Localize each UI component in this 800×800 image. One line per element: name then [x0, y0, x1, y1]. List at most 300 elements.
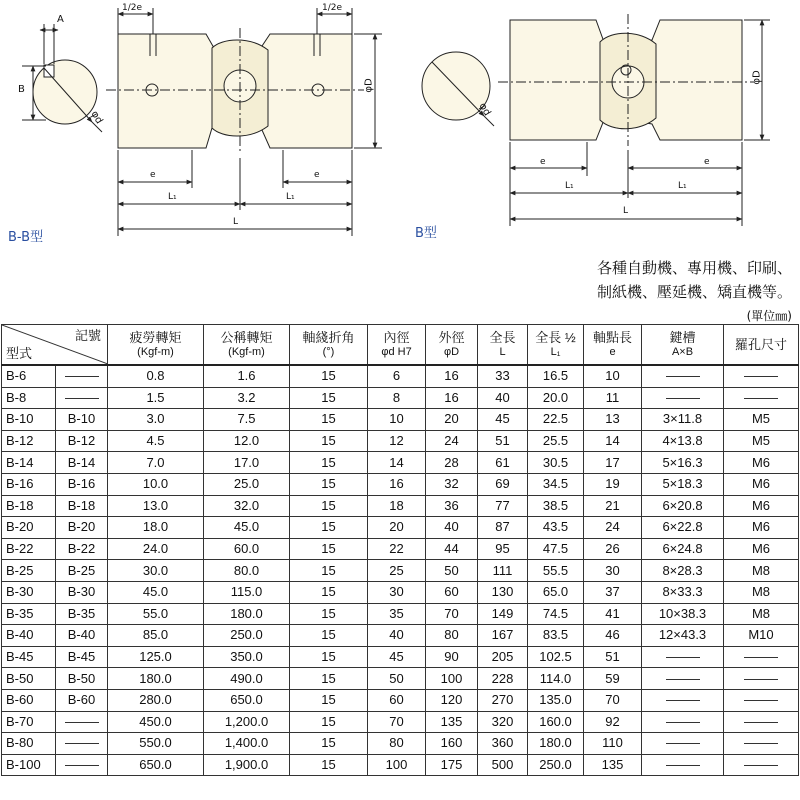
- cell-code: B-12: [56, 430, 108, 452]
- cell-screw-hole: [724, 711, 799, 733]
- label-half-e-right: 1/2e: [322, 3, 343, 13]
- empty-dash: [65, 743, 99, 744]
- table-row: [2, 689, 799, 711]
- cell-code: B-50: [56, 668, 108, 690]
- cell-model: B-8: [2, 387, 56, 409]
- cell-nominal-torque: 12.0: [204, 430, 290, 452]
- cell-keyway: [642, 711, 724, 733]
- cell-nominal-torque: 32.0: [204, 495, 290, 517]
- empty-dash: [65, 722, 99, 723]
- cell-outer-diameter: 16: [426, 387, 478, 409]
- cell-inner-diameter: 40: [368, 625, 426, 647]
- table-row: [2, 668, 799, 690]
- header-outer-diameter: 外徑 φD: [426, 325, 478, 366]
- cell-axis-point-length: 10: [584, 365, 642, 387]
- table-row: [2, 538, 799, 560]
- cell-nominal-torque: 250.0: [204, 625, 290, 647]
- cell-code: B-30: [56, 581, 108, 603]
- table-row: [2, 452, 799, 474]
- cell-nominal-torque: 45.0: [204, 517, 290, 539]
- label-L-right: L: [623, 206, 629, 216]
- cell-screw-hole: [724, 754, 799, 776]
- cell-axis-point-length: 46: [584, 625, 642, 647]
- cell-half-length: 180.0: [528, 733, 584, 755]
- cell-keyway: 10×38.3: [642, 603, 724, 625]
- cell-bend-angle: 15: [290, 689, 368, 711]
- spec-table: [1, 324, 799, 776]
- cell-nominal-torque: 3.2: [204, 387, 290, 409]
- cell-bend-angle: 15: [290, 668, 368, 690]
- cell-half-length: 25.5: [528, 430, 584, 452]
- cell-keyway: 6×24.8: [642, 538, 724, 560]
- cell-code: B-40: [56, 625, 108, 647]
- table-row: [2, 711, 799, 733]
- applications-note: [597, 256, 792, 328]
- joint-drawings-svg: [0, 0, 800, 250]
- cell-bend-angle: 15: [290, 603, 368, 625]
- cell-inner-diameter: 16: [368, 473, 426, 495]
- cell-half-length: 114.0: [528, 668, 584, 690]
- cell-model: B-40: [2, 625, 56, 647]
- cell-screw-hole: M5: [724, 430, 799, 452]
- cell-nominal-torque: 1,900.0: [204, 754, 290, 776]
- table-row: [2, 365, 799, 387]
- technical-drawings: [0, 0, 800, 250]
- cell-keyway: [642, 365, 724, 387]
- cell-screw-hole: [724, 668, 799, 690]
- cell-nominal-torque: 80.0: [204, 560, 290, 582]
- cell-bend-angle: 15: [290, 625, 368, 647]
- cell-keyway: 4×13.8: [642, 430, 724, 452]
- cell-total-length: 205: [478, 646, 528, 668]
- cell-nominal-torque: 650.0: [204, 689, 290, 711]
- cell-fatigue-torque: 180.0: [108, 668, 204, 690]
- cell-screw-hole: M6: [724, 473, 799, 495]
- cell-inner-diameter: 30: [368, 581, 426, 603]
- cell-model: B-70: [2, 711, 56, 733]
- cell-fatigue-torque: 550.0: [108, 733, 204, 755]
- header-half-length: 全長 ½ L₁: [528, 325, 584, 366]
- cell-model: B-18: [2, 495, 56, 517]
- cell-nominal-torque: 25.0: [204, 473, 290, 495]
- cell-outer-diameter: 24: [426, 430, 478, 452]
- empty-dash: [744, 743, 778, 744]
- cell-keyway: 8×28.3: [642, 560, 724, 582]
- cell-bend-angle: 15: [290, 430, 368, 452]
- header-inner-diameter: 內徑 φd H7: [368, 325, 426, 366]
- label-L1-left-2: L₁: [286, 192, 295, 202]
- cell-half-length: 55.5: [528, 560, 584, 582]
- cell-outer-diameter: 70: [426, 603, 478, 625]
- cell-half-length: 30.5: [528, 452, 584, 474]
- cell-half-length: 43.5: [528, 517, 584, 539]
- cell-outer-diameter: 44: [426, 538, 478, 560]
- empty-dash: [744, 700, 778, 701]
- cell-screw-hole: [724, 733, 799, 755]
- cell-code: B-16: [56, 473, 108, 495]
- cell-fatigue-torque: 24.0: [108, 538, 204, 560]
- cell-fatigue-torque: 7.0: [108, 452, 204, 474]
- cell-nominal-torque: 115.0: [204, 581, 290, 603]
- cell-outer-diameter: 16: [426, 365, 478, 387]
- cell-half-length: 160.0: [528, 711, 584, 733]
- table-row: [2, 495, 799, 517]
- table-row: [2, 603, 799, 625]
- cell-axis-point-length: 14: [584, 430, 642, 452]
- cell-axis-point-length: 37: [584, 581, 642, 603]
- empty-dash: [65, 765, 99, 766]
- label-e-right-2: e: [704, 157, 710, 167]
- cell-keyway: 5×16.3: [642, 452, 724, 474]
- cell-total-length: 40: [478, 387, 528, 409]
- cell-model: B-45: [2, 646, 56, 668]
- cell-half-length: 16.5: [528, 365, 584, 387]
- cell-bend-angle: 15: [290, 452, 368, 474]
- cell-screw-hole: M6: [724, 517, 799, 539]
- cell-screw-hole: M10: [724, 625, 799, 647]
- cell-outer-diameter: 36: [426, 495, 478, 517]
- cell-code: B-18: [56, 495, 108, 517]
- applications-line-1: 各種自動機、專用機、印刷、: [596, 259, 792, 277]
- cell-bend-angle: 15: [290, 365, 368, 387]
- cell-half-length: 47.5: [528, 538, 584, 560]
- cell-fatigue-torque: 650.0: [108, 754, 204, 776]
- cell-keyway: [642, 689, 724, 711]
- cell-nominal-torque: 490.0: [204, 668, 290, 690]
- cell-code: [56, 711, 108, 733]
- cell-model: B-16: [2, 473, 56, 495]
- cell-axis-point-length: 70: [584, 689, 642, 711]
- cell-model: B-35: [2, 603, 56, 625]
- cell-axis-point-length: 30: [584, 560, 642, 582]
- caption-bb-type: B-B型: [8, 230, 44, 245]
- cell-axis-point-length: 24: [584, 517, 642, 539]
- cell-inner-diameter: 70: [368, 711, 426, 733]
- cell-outer-diameter: 135: [426, 711, 478, 733]
- cell-axis-point-length: 11: [584, 387, 642, 409]
- cell-fatigue-torque: 450.0: [108, 711, 204, 733]
- cell-bend-angle: 15: [290, 517, 368, 539]
- table-row: [2, 430, 799, 452]
- cell-inner-diameter: 10: [368, 409, 426, 431]
- cell-keyway: [642, 754, 724, 776]
- cell-screw-hole: M6: [724, 452, 799, 474]
- empty-dash: [65, 376, 99, 377]
- table-row: [2, 754, 799, 776]
- cell-keyway: [642, 668, 724, 690]
- cell-outer-diameter: 28: [426, 452, 478, 474]
- cell-keyway: [642, 733, 724, 755]
- cell-inner-diameter: 12: [368, 430, 426, 452]
- cell-inner-diameter: 14: [368, 452, 426, 474]
- cell-fatigue-torque: 30.0: [108, 560, 204, 582]
- bb-type-drawing: [22, 8, 382, 236]
- cell-model: B-25: [2, 560, 56, 582]
- cell-axis-point-length: 26: [584, 538, 642, 560]
- header-code: 記號: [74, 328, 101, 343]
- label-e-left-1: e: [150, 170, 156, 180]
- cell-total-length: 111: [478, 560, 528, 582]
- cell-keyway: 8×33.3: [642, 581, 724, 603]
- cell-bend-angle: 15: [290, 711, 368, 733]
- cell-code: [56, 365, 108, 387]
- cell-outer-diameter: 32: [426, 473, 478, 495]
- cell-bend-angle: 15: [290, 560, 368, 582]
- cell-axis-point-length: 51: [584, 646, 642, 668]
- cell-keyway: 6×20.8: [642, 495, 724, 517]
- cell-total-length: 270: [478, 689, 528, 711]
- label-A: A: [57, 14, 64, 25]
- cell-code: [56, 387, 108, 409]
- table-header-row: [2, 325, 799, 366]
- b-type-drawing: [422, 14, 770, 226]
- cell-outer-diameter: 120: [426, 689, 478, 711]
- cell-model: B-6: [2, 365, 56, 387]
- header-model: 型式: [6, 346, 33, 361]
- cell-total-length: 320: [478, 711, 528, 733]
- table-body: [2, 365, 799, 776]
- cell-total-length: 130: [478, 581, 528, 603]
- cell-bend-angle: 15: [290, 733, 368, 755]
- cell-nominal-torque: 1,400.0: [204, 733, 290, 755]
- empty-dash: [744, 722, 778, 723]
- table-row: [2, 733, 799, 755]
- cell-keyway: [642, 646, 724, 668]
- cell-model: B-30: [2, 581, 56, 603]
- cell-nominal-torque: 60.0: [204, 538, 290, 560]
- cell-screw-hole: [724, 365, 799, 387]
- cell-half-length: 20.0: [528, 387, 584, 409]
- cell-axis-point-length: 21: [584, 495, 642, 517]
- cell-fatigue-torque: 45.0: [108, 581, 204, 603]
- cell-code: B-14: [56, 452, 108, 474]
- label-phi-D-right: φD: [751, 70, 763, 85]
- empty-dash: [65, 398, 99, 399]
- empty-dash: [666, 657, 700, 658]
- cell-code: [56, 754, 108, 776]
- cell-half-length: 34.5: [528, 473, 584, 495]
- cell-nominal-torque: 350.0: [204, 646, 290, 668]
- empty-dash: [666, 765, 700, 766]
- label-B: B: [18, 84, 25, 95]
- label-L1-right-2: L₁: [678, 181, 687, 191]
- cell-total-length: 69: [478, 473, 528, 495]
- cell-total-length: 33: [478, 365, 528, 387]
- cell-fatigue-torque: 13.0: [108, 495, 204, 517]
- empty-dash: [666, 743, 700, 744]
- cell-model: B-12: [2, 430, 56, 452]
- cell-model: B-10: [2, 409, 56, 431]
- cell-screw-hole: M8: [724, 581, 799, 603]
- cell-axis-point-length: 110: [584, 733, 642, 755]
- cell-model: B-14: [2, 452, 56, 474]
- cell-total-length: 87: [478, 517, 528, 539]
- label-half-e-left: 1/2e: [122, 3, 143, 13]
- cell-nominal-torque: 180.0: [204, 603, 290, 625]
- cell-model: B-80: [2, 733, 56, 755]
- cell-model: B-50: [2, 668, 56, 690]
- cell-screw-hole: [724, 689, 799, 711]
- cell-half-length: 250.0: [528, 754, 584, 776]
- cell-total-length: 95: [478, 538, 528, 560]
- cell-keyway: 6×22.8: [642, 517, 724, 539]
- cell-outer-diameter: 60: [426, 581, 478, 603]
- header-keyway: 鍵槽 A×B: [642, 325, 724, 366]
- cell-model: B-100: [2, 754, 56, 776]
- cell-screw-hole: [724, 646, 799, 668]
- empty-dash: [666, 722, 700, 723]
- label-phi-d-right: φd: [476, 101, 493, 118]
- cell-nominal-torque: 1,200.0: [204, 711, 290, 733]
- table-row: [2, 646, 799, 668]
- label-e-right-1: e: [540, 157, 546, 167]
- cell-outer-diameter: 80: [426, 625, 478, 647]
- cell-nominal-torque: 7.5: [204, 409, 290, 431]
- cell-half-length: 22.5: [528, 409, 584, 431]
- cell-inner-diameter: 22: [368, 538, 426, 560]
- cell-total-length: 228: [478, 668, 528, 690]
- cell-total-length: 360: [478, 733, 528, 755]
- cell-model: B-20: [2, 517, 56, 539]
- cell-total-length: 149: [478, 603, 528, 625]
- empty-dash: [744, 765, 778, 766]
- cell-keyway: [642, 387, 724, 409]
- caption-b-type: B型: [415, 226, 437, 241]
- cell-bend-angle: 15: [290, 646, 368, 668]
- cell-total-length: 500: [478, 754, 528, 776]
- label-phi-D-left: φD: [363, 78, 375, 93]
- cell-bend-angle: 15: [290, 754, 368, 776]
- cell-fatigue-torque: 55.0: [108, 603, 204, 625]
- cell-screw-hole: M5: [724, 409, 799, 431]
- label-L1-right-1: L₁: [565, 181, 574, 191]
- cell-half-length: 74.5: [528, 603, 584, 625]
- unit-label: (單位㎜): [746, 309, 792, 323]
- cell-inner-diameter: 50: [368, 668, 426, 690]
- header-corner: [2, 325, 108, 366]
- cell-code: B-25: [56, 560, 108, 582]
- header-screw-hole: 羅孔尺寸: [724, 325, 799, 366]
- header-nominal-torque: 公稱轉矩 (Kgf-m): [204, 325, 290, 366]
- label-phi-d-left: φd: [88, 109, 105, 126]
- empty-dash: [744, 376, 778, 377]
- cell-code: [56, 733, 108, 755]
- cell-bend-angle: 15: [290, 387, 368, 409]
- cell-keyway: 3×11.8: [642, 409, 724, 431]
- empty-dash: [744, 679, 778, 680]
- table-row: [2, 625, 799, 647]
- cell-half-length: 135.0: [528, 689, 584, 711]
- empty-dash: [744, 657, 778, 658]
- cell-inner-diameter: 20: [368, 517, 426, 539]
- cell-bend-angle: 15: [290, 581, 368, 603]
- table-row: [2, 473, 799, 495]
- cell-code: B-22: [56, 538, 108, 560]
- cell-outer-diameter: 100: [426, 668, 478, 690]
- cell-total-length: 167: [478, 625, 528, 647]
- cell-fatigue-torque: 4.5: [108, 430, 204, 452]
- header-total-length: 全長 L: [478, 325, 528, 366]
- label-L1-left-1: L₁: [168, 192, 177, 202]
- cell-fatigue-torque: 85.0: [108, 625, 204, 647]
- cell-total-length: 77: [478, 495, 528, 517]
- cell-code: B-45: [56, 646, 108, 668]
- cell-inner-diameter: 100: [368, 754, 426, 776]
- table-row: [2, 409, 799, 431]
- cell-fatigue-torque: 1.5: [108, 387, 204, 409]
- empty-dash: [744, 398, 778, 399]
- cell-total-length: 45: [478, 409, 528, 431]
- cell-screw-hole: M8: [724, 603, 799, 625]
- cell-code: B-35: [56, 603, 108, 625]
- header-fatigue-torque: 疲勞轉矩 (Kgf-m): [108, 325, 204, 366]
- cell-half-length: 102.5: [528, 646, 584, 668]
- cell-outer-diameter: 40: [426, 517, 478, 539]
- cell-fatigue-torque: 280.0: [108, 689, 204, 711]
- cell-total-length: 51: [478, 430, 528, 452]
- cell-screw-hole: M6: [724, 538, 799, 560]
- cell-axis-point-length: 59: [584, 668, 642, 690]
- cell-keyway: 5×18.3: [642, 473, 724, 495]
- cell-inner-diameter: 60: [368, 689, 426, 711]
- cell-half-length: 65.0: [528, 581, 584, 603]
- cell-axis-point-length: 41: [584, 603, 642, 625]
- cell-code: B-20: [56, 517, 108, 539]
- cell-inner-diameter: 25: [368, 560, 426, 582]
- cell-total-length: 61: [478, 452, 528, 474]
- cell-fatigue-torque: 10.0: [108, 473, 204, 495]
- cell-inner-diameter: 6: [368, 365, 426, 387]
- cell-fatigue-torque: 18.0: [108, 517, 204, 539]
- cell-code: B-60: [56, 689, 108, 711]
- cell-bend-angle: 15: [290, 495, 368, 517]
- cell-screw-hole: M6: [724, 495, 799, 517]
- header-bend-angle: 軸綫折角 (°): [290, 325, 368, 366]
- cell-outer-diameter: 20: [426, 409, 478, 431]
- label-L-left: L: [233, 217, 239, 227]
- cell-axis-point-length: 92: [584, 711, 642, 733]
- cell-inner-diameter: 18: [368, 495, 426, 517]
- cell-screw-hole: [724, 387, 799, 409]
- cell-model: B-22: [2, 538, 56, 560]
- empty-dash: [666, 398, 700, 399]
- cell-inner-diameter: 45: [368, 646, 426, 668]
- table-row: [2, 581, 799, 603]
- cell-axis-point-length: 13: [584, 409, 642, 431]
- cell-model: B-60: [2, 689, 56, 711]
- table-row: [2, 387, 799, 409]
- cell-outer-diameter: 160: [426, 733, 478, 755]
- cell-code: B-10: [56, 409, 108, 431]
- cell-axis-point-length: 19: [584, 473, 642, 495]
- empty-dash: [666, 376, 700, 377]
- cell-inner-diameter: 35: [368, 603, 426, 625]
- applications-line-2: 制紙機、壓延機、矯直機等。: [596, 283, 792, 301]
- cell-outer-diameter: 175: [426, 754, 478, 776]
- cell-inner-diameter: 8: [368, 387, 426, 409]
- cell-nominal-torque: 17.0: [204, 452, 290, 474]
- cell-outer-diameter: 50: [426, 560, 478, 582]
- cell-outer-diameter: 90: [426, 646, 478, 668]
- cell-half-length: 38.5: [528, 495, 584, 517]
- label-e-left-2: e: [314, 170, 320, 180]
- cell-axis-point-length: 17: [584, 452, 642, 474]
- cell-keyway: 12×43.3: [642, 625, 724, 647]
- table-row: [2, 560, 799, 582]
- cell-inner-diameter: 80: [368, 733, 426, 755]
- cell-axis-point-length: 135: [584, 754, 642, 776]
- empty-dash: [666, 679, 700, 680]
